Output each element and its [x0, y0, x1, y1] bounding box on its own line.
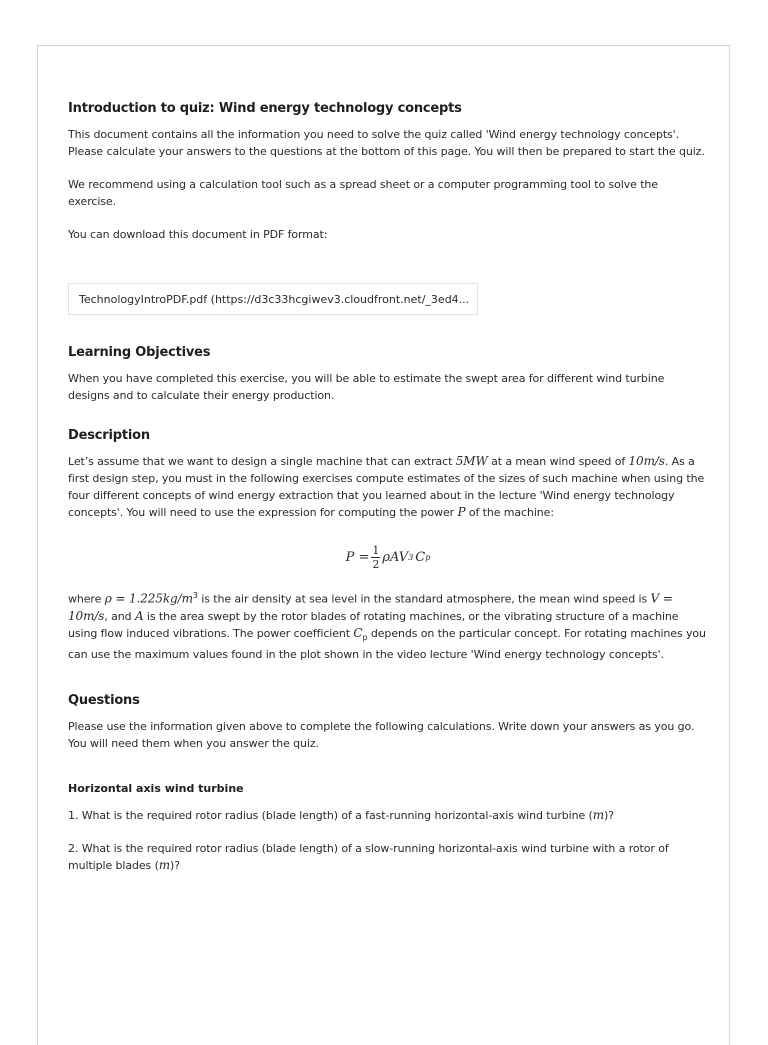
text-run: at a mean wind speed of: [487, 455, 629, 468]
formula-fraction: [371, 544, 380, 571]
pdf-link-text[interactable]: TechnologyIntroPDF.pdf (https://d3c33hcgiwev3.cloudfront.net/_3ed4...: [79, 292, 470, 306]
math-area: A: [134, 608, 144, 623]
text-run: depends on the particular concept. For rotating machines you can use the maximum values found in the plot shown in the video lecture 'Wind energy technology concepts'.: [68, 626, 706, 661]
text-run: )?: [604, 808, 614, 822]
math-unit-m: m: [592, 807, 604, 822]
description-title: Description: [68, 428, 150, 443]
text-run: where: [68, 592, 105, 606]
math-speed: 10m/s: [628, 454, 665, 468]
questions-paragraph: Please use the information given above to complete the following calculations. Write down your answers as you go. You will need them when you answer the quiz.: [68, 719, 695, 750]
formula-coefficient-subscript: p: [425, 552, 431, 562]
intro-paragraph-1: This document contains all the information you need to solve the quiz called 'Wind energy technology concepts'. Please calculate your answers to the questions at the bottom of this page. You will then be prepared to start the quiz.: [68, 128, 705, 158]
text-run: , and: [104, 609, 135, 623]
text-run: . As a first design step, you must in the following exercises compute estimates of the sizes of such machine when using the four different concepts of wind energy extraction that you learned about in the lecture 'Wind energy technology concepts'. You will need to use the expression for computing the power: [68, 455, 705, 519]
text-run: is the area swept by the rotor blades of rotating machines, or the vibrating structure of a machine using flow induced vibrations. The power coefficient: [68, 609, 679, 640]
objectives-title: Learning Objectives: [68, 345, 211, 360]
math-unit-m: m: [158, 857, 171, 872]
text-run: )?: [170, 858, 180, 872]
question-2: [68, 840, 708, 874]
power-formula: [68, 537, 708, 577]
math-cp: C: [353, 625, 363, 640]
text-run: is the air density at sea level in the standard atmosphere, the mean wind speed is: [197, 592, 651, 606]
document-content: [68, 101, 708, 890]
intro-title: Introduction to quiz: Wind energy technology concepts: [68, 101, 462, 116]
math-p: P: [457, 505, 466, 519]
text-run: of the machine:: [465, 506, 554, 519]
formula-rhs: ρAV: [382, 549, 409, 565]
math-cp-subscript: p: [362, 632, 368, 642]
math-power: 5MW: [455, 454, 488, 468]
fraction-denominator: 2: [372, 557, 380, 571]
description-paragraph-2: [68, 587, 708, 663]
text-run: 2. What is the required rotor radius (blade length) of a slow-running horizontal-axis wind turbine with a rotor of multiple blades (: [68, 841, 669, 872]
math-velocity: V = 10m/s: [68, 591, 673, 623]
intro-paragraph-3: You can download this document in PDF format:: [68, 228, 328, 241]
formula-lhs: P =: [345, 549, 370, 565]
formula-exponent: 3: [408, 552, 414, 562]
text-run: 1. What is the required rotor radius (blade length) of a fast-running horizontal-axis wind turbine (: [68, 808, 593, 822]
intro-paragraph-2: We recommend using a calculation tool such as a spread sheet or a computer programming tool to solve the exercise.: [68, 178, 658, 208]
text-run: Let’s assume that we want to design a single machine that can extract: [68, 455, 456, 468]
questions-title: Questions: [68, 692, 140, 708]
description-paragraph-1: [68, 453, 708, 521]
objectives-paragraph: When you have completed this exercise, you will be able to estimate the swept area for different wind turbine designs and to calculate their energy production.: [68, 372, 665, 402]
horizontal-axis-title: Horizontal axis wind turbine: [68, 781, 244, 795]
pdf-download-link[interactable]: [68, 283, 478, 315]
question-1: [68, 807, 708, 824]
math-density-exponent: 3: [192, 591, 198, 600]
fraction-numerator: 1: [372, 543, 380, 557]
formula-coefficient: C: [415, 549, 426, 565]
math-density: ρ = 1.225kg/m: [104, 591, 193, 606]
